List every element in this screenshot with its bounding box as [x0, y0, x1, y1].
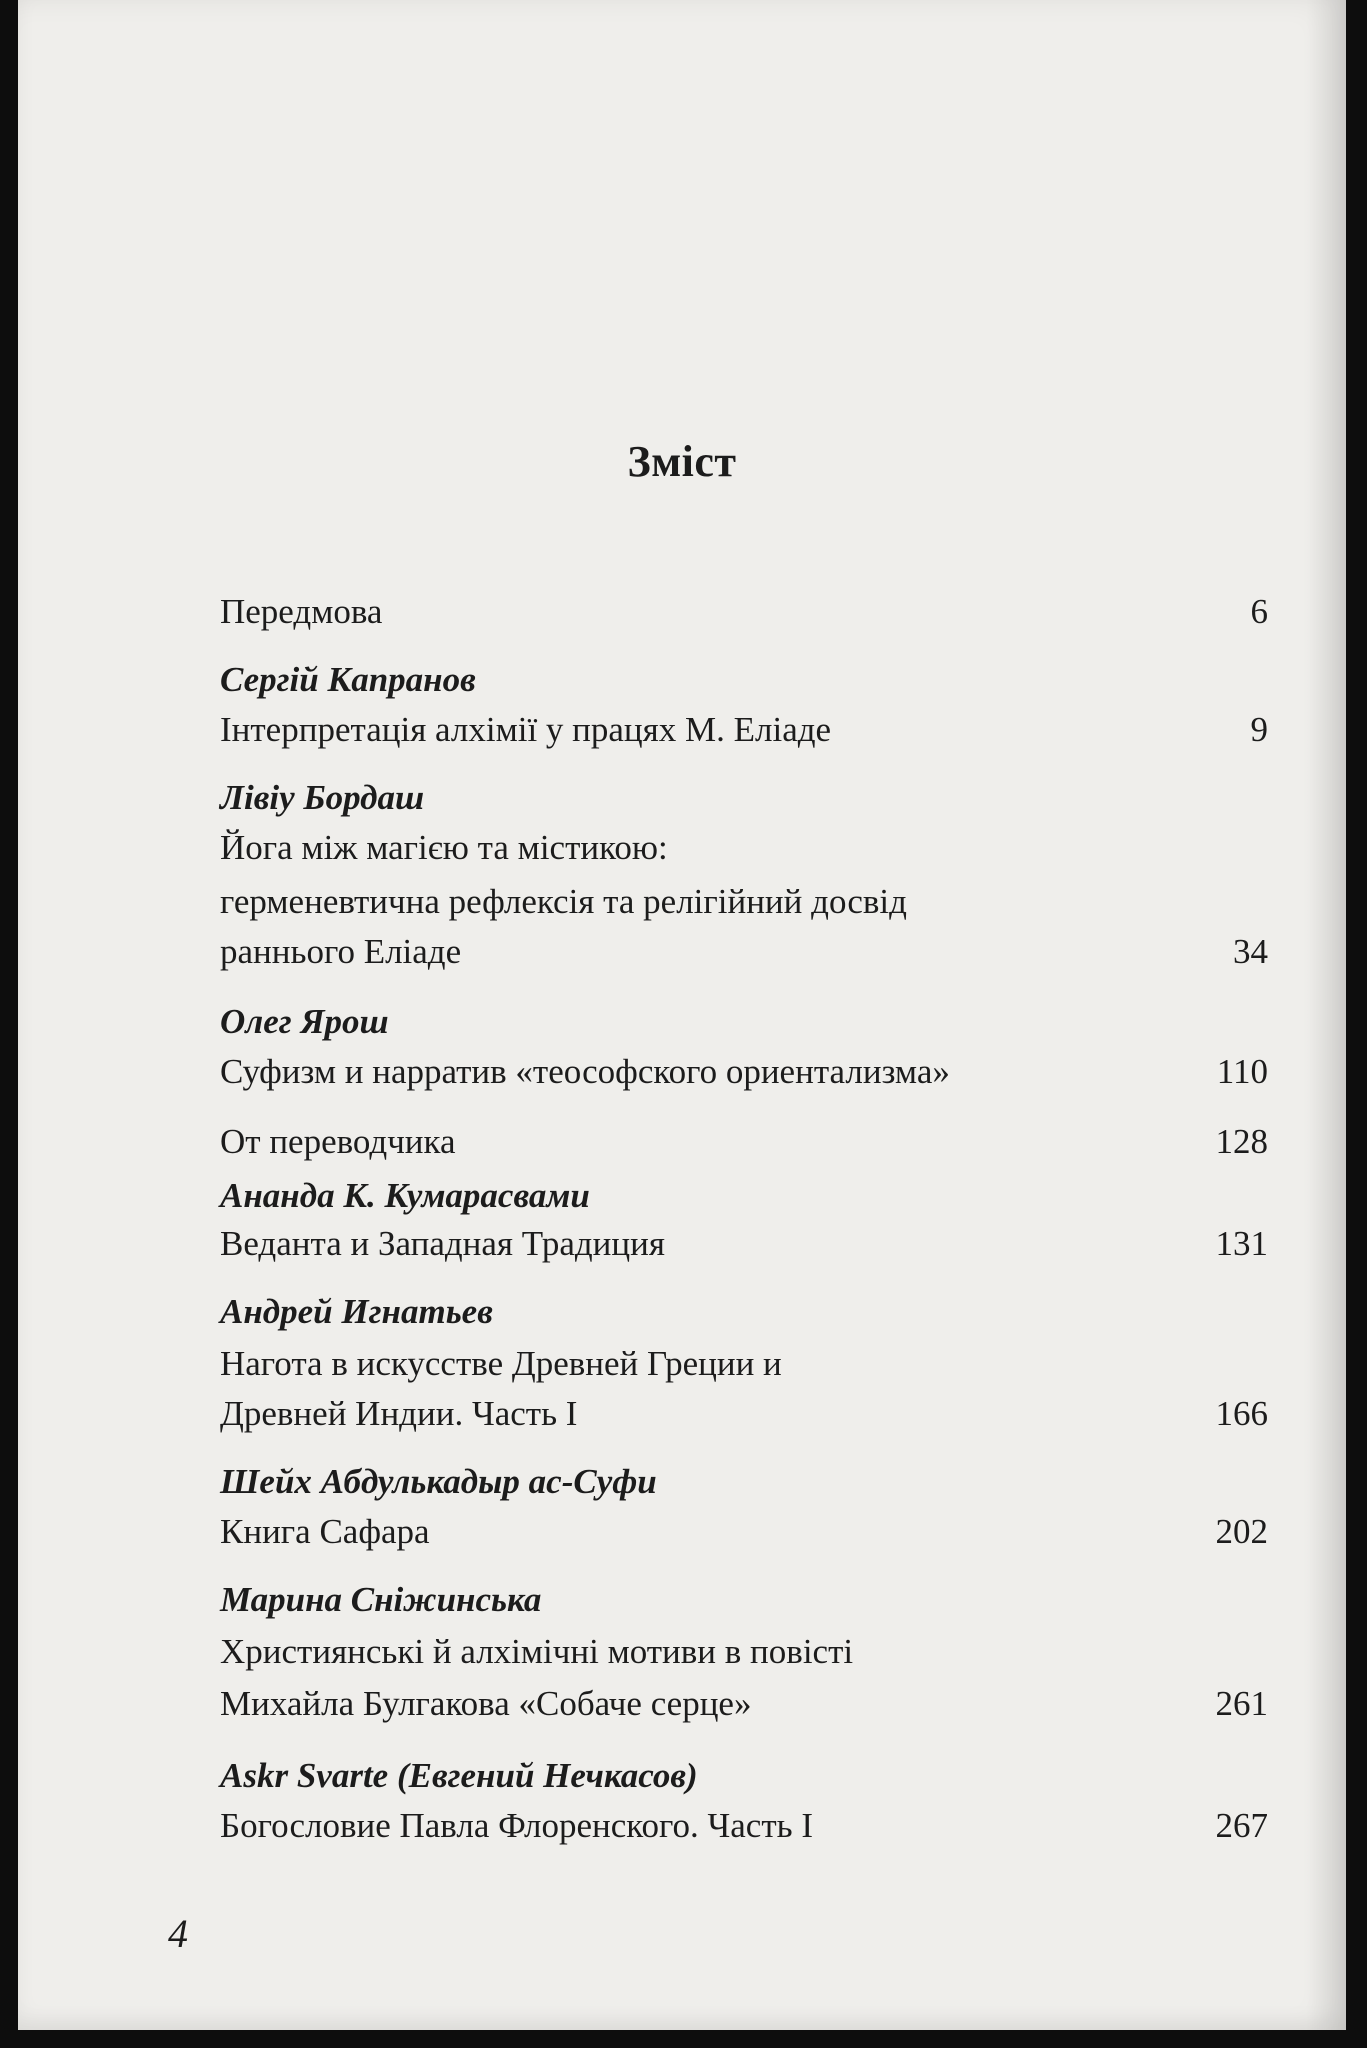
- toc-entry: [220, 1052, 1268, 1092]
- toc-page-number: 261: [1215, 1684, 1268, 1723]
- page-folio-number: 4: [168, 1911, 188, 1956]
- toc-entry-title: От переводчика: [220, 1122, 456, 1161]
- toc-page-number: 202: [1215, 1512, 1268, 1551]
- toc-entry-title: Древней Индии. Часть I: [220, 1394, 578, 1433]
- toc-entry-title: Християнські й алхімічні мотиви в повісті: [220, 1632, 854, 1671]
- toc-author: Андрей Игнатьев: [220, 1292, 493, 1331]
- toc-entry: [220, 932, 1268, 972]
- toc-page-number: 128: [1215, 1122, 1268, 1161]
- toc-author: Ананда К. Кумарасвами: [220, 1176, 590, 1215]
- toc-page-number: 34: [1233, 932, 1268, 971]
- toc-entry: [220, 1122, 1268, 1162]
- toc-entry: [220, 1394, 1268, 1434]
- contents-title: Зміст: [627, 437, 737, 486]
- toc-entry-title: Богословие Павла Флоренского. Часть I: [220, 1806, 813, 1845]
- toc-entry-title: герменевтична рефлексія та релігійний досвід: [220, 882, 907, 921]
- toc-entry-title: Суфизм и нарратив «теософского ориентализма»: [220, 1052, 950, 1091]
- toc-entry-title: Книга Сафара: [220, 1512, 430, 1551]
- toc-entry: [220, 1806, 1268, 1846]
- toc-author: Олег Ярош: [220, 1002, 389, 1041]
- toc-entry-title: Михайла Булгакова «Собаче серце»: [220, 1684, 752, 1723]
- toc-entry-title: Нагота в искусстве Древней Греции и: [220, 1344, 782, 1383]
- toc-author: Askr Svarte (Евгений Нечкасов): [220, 1756, 698, 1795]
- toc-page-number: 110: [1216, 1052, 1268, 1091]
- toc-author: Сергій Капранов: [220, 660, 476, 699]
- toc-author: Марина Сніжинська: [220, 1580, 542, 1619]
- toc-page-number: 166: [1215, 1394, 1268, 1433]
- page-shadow: [1306, 0, 1346, 2030]
- book-page: [18, 0, 1346, 2030]
- toc-entry: [220, 592, 1268, 632]
- toc-entry: [220, 1684, 1268, 1724]
- toc-author: Шейх Абдулькадыр ас-Суфи: [220, 1462, 657, 1501]
- toc-entry-title: Передмова: [220, 592, 383, 631]
- toc-entry: [220, 1224, 1268, 1264]
- toc-entry-title: Інтерпретація алхімії у працях М. Еліаде: [220, 710, 832, 749]
- toc-entry-title: Йога між магією та містикою:: [220, 828, 668, 867]
- toc-entry-title: Веданта и Западная Традиция: [220, 1224, 665, 1263]
- toc-entry: [220, 710, 1268, 750]
- toc-page-number: 9: [1250, 710, 1268, 749]
- toc-author: Лівіу Бордаш: [220, 778, 425, 817]
- toc-page-number: 267: [1215, 1806, 1268, 1845]
- toc-page-number: 6: [1250, 592, 1268, 631]
- toc-page-number: 131: [1215, 1224, 1268, 1263]
- toc-entry-title: раннього Еліаде: [220, 932, 462, 971]
- toc-entry: [220, 1512, 1268, 1552]
